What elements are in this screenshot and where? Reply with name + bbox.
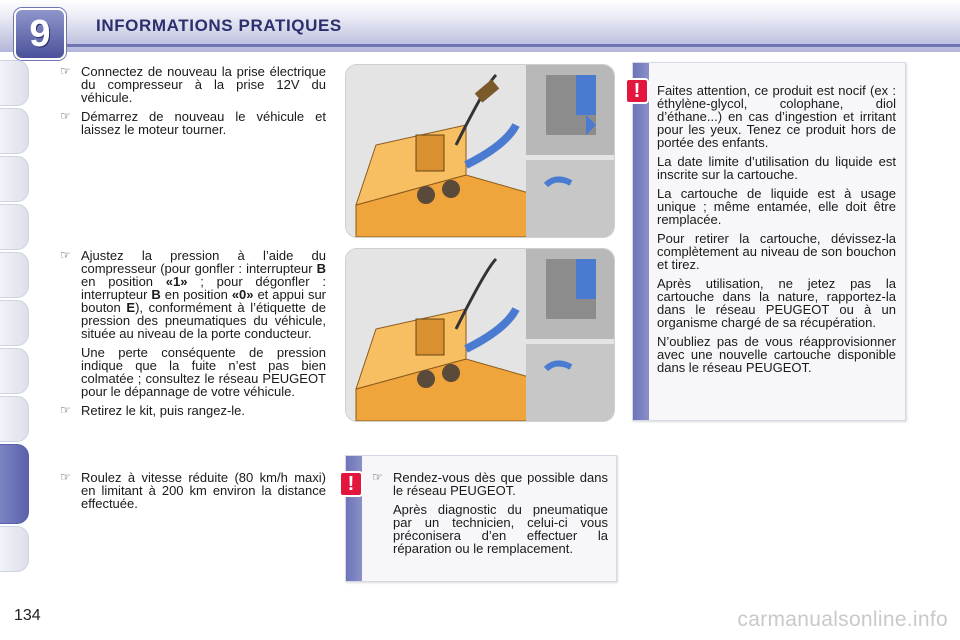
page-title: INFORMATIONS PRATIQUES (96, 16, 342, 35)
chapter-tab[interactable] (0, 526, 29, 572)
watermark: carmanualsonline.info (737, 608, 948, 631)
pointing-hand-icon: ☞ (60, 109, 71, 123)
chapter-tab[interactable] (0, 60, 29, 106)
list-item (60, 110, 326, 136)
warning-paragraph: La cartouche de liquide est à usage unique ; même entamée, elle doit être remplacée. (657, 186, 896, 227)
chapter-tab[interactable] (0, 156, 29, 202)
chapter-tab[interactable] (0, 252, 29, 298)
instruction-text: Roulez à vitesse réduite (80 km/h maxi) en limitant à 200 km environ la distance effectuée. (81, 470, 326, 511)
warning-paragraph: Pour retirer la cartouche, dévissez-la complètement au niveau de son bouchon et tirez. (657, 231, 896, 272)
compressor-drawing (346, 65, 614, 237)
chapter-tab[interactable] (0, 396, 29, 442)
warning-paragraph: Après utilisation, ne jetez pas la cartouche dans la nature, rapportez-la dans le réseau PEUGEOT ou à un organisme chargé de sa récupération. (657, 276, 896, 330)
instructions-block-1 (60, 65, 326, 142)
compressor-illustration-2 (345, 248, 615, 422)
instruction-text: Démarrez de nouveau le véhicule et laissez le moteur tourner. (81, 109, 326, 137)
page-number: 134 (14, 607, 41, 624)
instructions-block-3 (60, 471, 326, 516)
header-rule (60, 44, 960, 47)
warning-bar (633, 63, 649, 420)
chapter-tab[interactable] (0, 108, 29, 154)
warning-paragraph: N’oubliez pas de vous réapprovisionner avec une nouvelle cartouche disponible dans le réseau PEUGEOT. (657, 334, 896, 375)
chapter-tab[interactable] (0, 348, 29, 394)
instructions-block-2 (60, 249, 326, 423)
list-item (60, 404, 326, 417)
instruction-text: Retirez le kit, puis rangez-le. (81, 403, 246, 418)
chapter-tab[interactable] (0, 300, 29, 346)
chapter-tabs (0, 60, 30, 574)
warning-paragraph: Après diagnostic du pneumatique par un technicien, celui-ci vous préconisera d’en effectuer la réparation ou le remplacement. (393, 502, 608, 556)
warning-text-dealer (372, 471, 608, 561)
pressure-loss-note: Une perte conséquente de pression indique que la fuite n’est pas bien colmatée ; consultez le réseau PEUGEOT pour le dépannage de votre véhicule. (81, 345, 326, 399)
exclamation-icon: ! (341, 473, 361, 495)
list-item (60, 249, 326, 340)
compressor-illustration-1 (345, 64, 615, 238)
pointing-hand-icon: ☞ (372, 470, 383, 484)
list-item (60, 471, 326, 510)
pointing-hand-icon: ☞ (60, 403, 71, 417)
pointing-hand-icon: ☞ (60, 470, 71, 484)
exclamation-icon: ! (627, 80, 647, 102)
warning-paragraph: La date limite d’utilisation du liquide est inscrite sur la cartouche. (657, 154, 896, 182)
instruction-text: Connectez de nouveau la prise électrique du compresseur à la prise 12V du véhicule. (81, 64, 326, 105)
list-item (60, 65, 326, 104)
warning-paragraph: Faites attention, ce produit est nocif (ex : éthylène-glycol, colophane, diol d’éthane...) en cas d’ingestion et irritant pour les yeux. Tenez ce produit hors de portée des enfants. (657, 83, 896, 150)
warning-paragraph: Rendez-vous dès que possible dans le réseau PEUGEOT. (393, 470, 608, 498)
chapter-tab[interactable] (0, 204, 29, 250)
adjust-pressure-text: Ajustez la pression à l’aide du compresseur (pour gonfler : interrupteur B en position «1» ; pour dégonfler : interrupteur B en position «0» et appui sur bouton E), conformément à l’étiquette de pression des pneumatiques du véhicule, située au niveau de la porte conducteur. (81, 248, 326, 341)
pointing-hand-icon: ☞ (60, 64, 71, 78)
compressor-drawing (346, 249, 614, 421)
pointing-hand-icon: ☞ (60, 248, 71, 262)
chapter-badge: 9 (14, 8, 66, 60)
chapter-tab-active[interactable] (0, 444, 29, 524)
warning-text-chemical (657, 84, 896, 380)
list-item (372, 471, 608, 497)
